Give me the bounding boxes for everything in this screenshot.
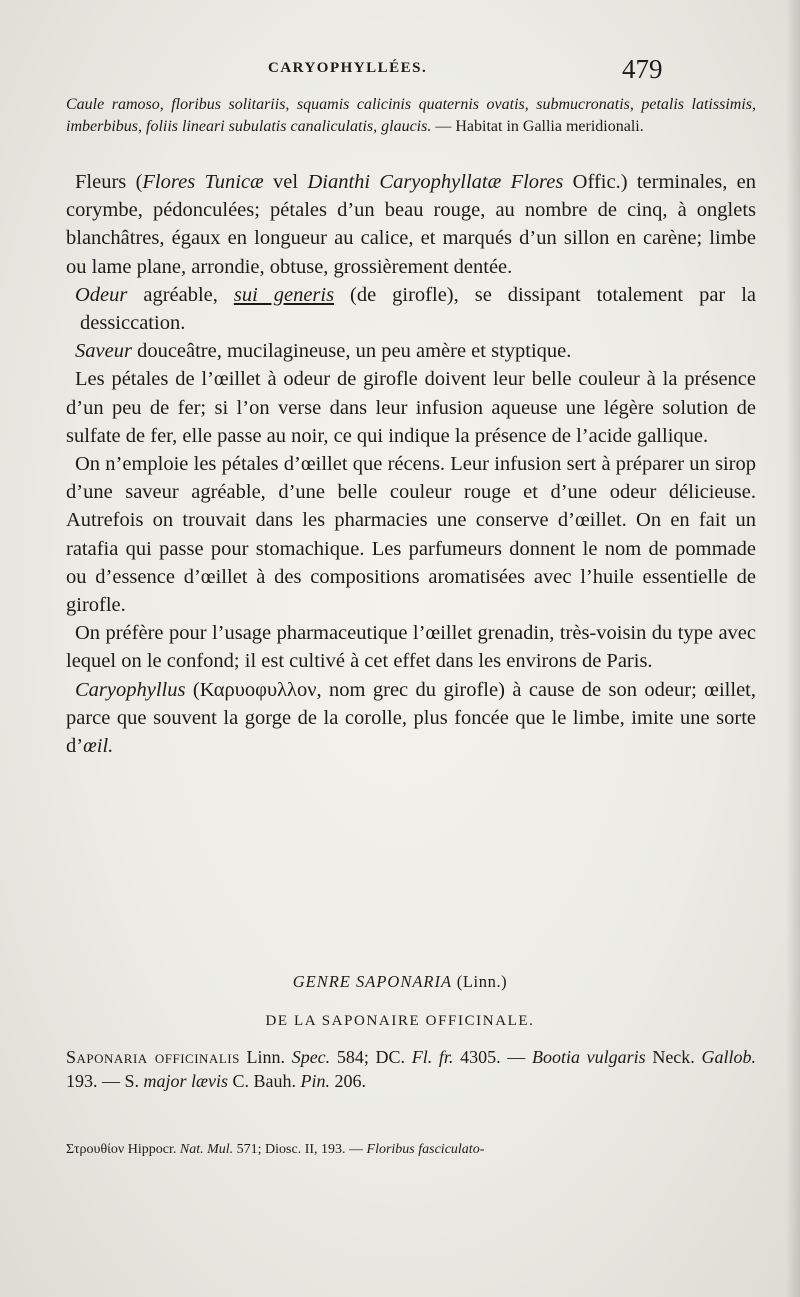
- page-header: [0, 54, 800, 90]
- paragraph-etymology: [66, 676, 756, 761]
- text-run: 571; Diosc. II, 193. —: [233, 1142, 367, 1157]
- text-run: 193. — S.: [66, 1071, 144, 1091]
- page-number: 479: [622, 54, 663, 84]
- paragraph-saveur: [66, 337, 756, 365]
- text-run: Fleurs (: [75, 171, 143, 193]
- italic-run: Odeur: [75, 283, 128, 306]
- italic-run: Caryophyllus: [75, 678, 186, 701]
- paragraph-petales: Les pétales de l’œillet à odeur de girofle doivent leur belle couleur à la présence d’un peu de fer; si l’on verse dans leur infusion aqueuse une légère solution de sulfate de fer, elle passe au noir, ce qui indique la présence de l’acide gallique.: [66, 368, 756, 447]
- text-run: C. Bauh.: [228, 1071, 301, 1091]
- page-gutter-shadow: [786, 0, 800, 1297]
- italic-run: Nat. Mul.: [179, 1142, 234, 1157]
- italic-run: Floribus fasciculato-: [366, 1142, 485, 1157]
- text-run: 4305. —: [453, 1047, 532, 1067]
- italic-run: Pin.: [300, 1071, 331, 1091]
- italic-run: Fl. fr.: [411, 1047, 454, 1067]
- main-text: [66, 168, 756, 760]
- running-title: CARYOPHYLLÉES.: [268, 60, 428, 76]
- latin-description-text: Caule ramoso, floribus solitariis, squamis calicinis quaternis ovatis, submucronatis, petalis latissimis, imberbibus, foliis lineari subulatis canaliculatis, glaucis.: [66, 96, 756, 135]
- paragraph-odeur: [66, 281, 756, 337]
- italic-run: Dianthi Caryophyllatæ Flores: [307, 171, 564, 193]
- text-run: Στρουθίον Hippocr.: [66, 1142, 180, 1157]
- species-name: Saponaria officinalis: [66, 1047, 240, 1067]
- italic-run: œil.: [83, 735, 114, 758]
- text-run: (de girofle), se dissipant totalement par la dessiccation.: [80, 283, 756, 335]
- paragraph-usage: On n’emploie les pétales d’œillet que récens. Leur infusion sert à préparer un sirop d’une saveur agréable, d’une belle couleur rouge et d’une odeur délicieuse. Autrefois on trouvait dans les pharmacies une conserve d’œillet. On en fait un ratafia qui passe pour stomachique. Les parfumeurs donnent le nom de pommade ou d’essence d’œillet à des compositions aromatisées avec l’huile essentielle de girofle.: [66, 453, 756, 617]
- italic-run: Flores Tunicæ: [142, 171, 264, 193]
- greek-reference: [66, 1140, 756, 1160]
- species-heading: DE LA SAPONAIRE OFFICINALE.: [265, 1013, 535, 1029]
- italic-run: Bootia vulgaris: [531, 1047, 646, 1067]
- text-run: (Καρυοφυλλον, nom grec du girofle) à cause de son odeur; œillet, parce que souvent la gorge de la corolle, plus foncée que le limbe, imite une sorte d’: [66, 678, 756, 758]
- text-run: Linn.: [239, 1047, 292, 1067]
- latin-description: [66, 94, 756, 138]
- synonymy: [66, 1045, 756, 1093]
- text-run: 206.: [330, 1071, 367, 1091]
- text-run: Neck.: [645, 1047, 702, 1067]
- italic-run: major lævis: [143, 1071, 229, 1091]
- text-run: vel: [263, 171, 308, 193]
- italic-run: Gallob.: [701, 1047, 756, 1067]
- paragraph-grenadin: On préfère pour l’usage pharmaceutique l’œillet grenadin, très-voisin du type avec lequel on le confond; il est cultivé à cet effet dans les environs de Paris.: [66, 622, 756, 673]
- paragraph-flowers: [66, 168, 756, 281]
- italic-run: sui generis: [233, 283, 335, 306]
- text-run: Offic.) terminales, en corymbe, pédonculées; pétales d’un beau rouge, au nombre de cinq, à onglets blanchâtres, égaux en longueur au calice, et marqués d’un sillon en carène; limbe ou lame plane, arrondie, obtuse, grossièrement dentée.: [66, 171, 757, 278]
- habitat-note: — Habitat in Gallia meridionali.: [431, 118, 644, 135]
- text-run: douceâtre, mucilagineuse, un peu amère et styptique.: [131, 340, 572, 363]
- italic-run: Spec.: [291, 1047, 331, 1067]
- genre-heading: [0, 972, 800, 992]
- italic-run: Saveur: [75, 340, 132, 363]
- genre-authority: (Linn.): [452, 972, 508, 991]
- text-run: 584; DC.: [330, 1047, 412, 1067]
- genre-name: GENRE SAPONARIA: [292, 972, 453, 991]
- text-run: agréable,: [127, 283, 234, 306]
